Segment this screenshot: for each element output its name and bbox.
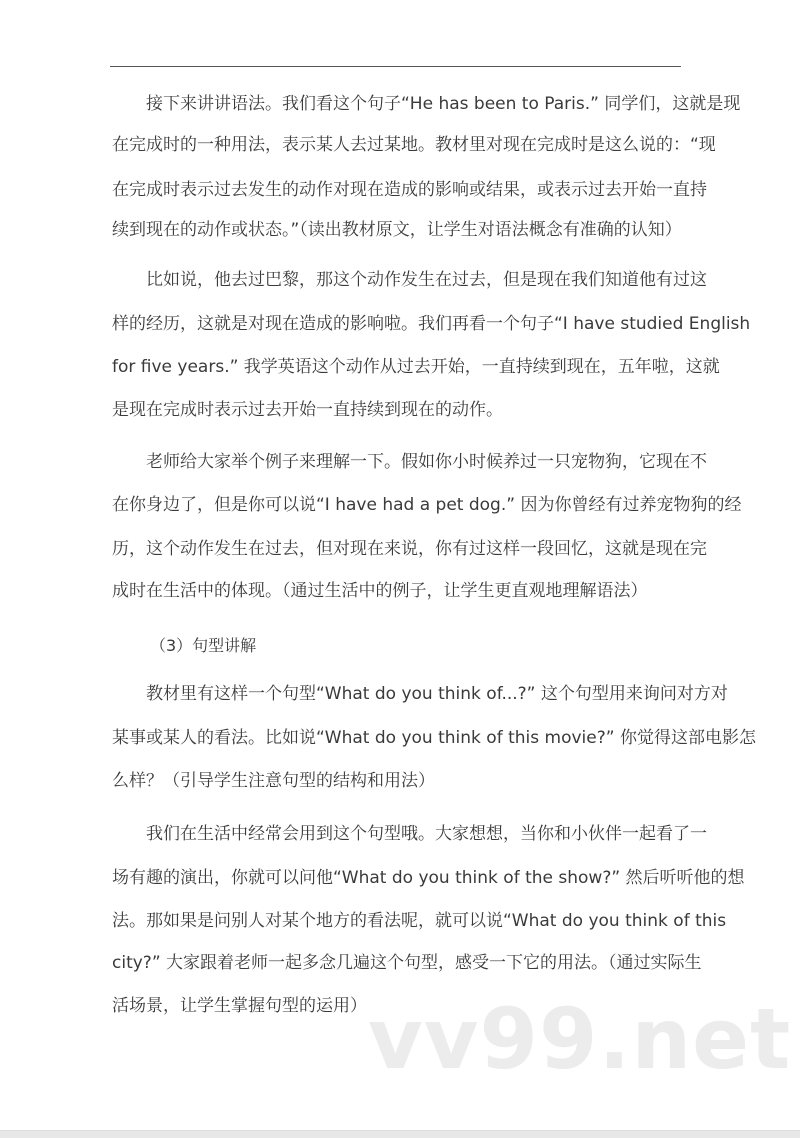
paragraph-line: 老师给大家举个例子来理解一下。假如你小时候养过一只宠物狗，它现在不 (146, 452, 707, 472)
watermark: vv99.net (368, 990, 792, 1088)
paragraph-line: 接下来讲讲语法。我们看这个句子“He has been to Paris.” 同学们，这就是现 (146, 94, 741, 114)
paragraph-line: 在完成时表示过去发生的动作对现在造成的影响或结果，或表示过去开始一直持 (112, 180, 707, 200)
paragraph-line: 成时在生活中的体现。（通过生活中的例子，让学生更直观地理解语法） (112, 581, 648, 601)
paragraph-line: 场有趣的演出，你就可以问他“What do you think of the show?” 然后听听他的想 (112, 868, 745, 888)
paragraph-line: 在你身边了，但是你可以说“I have had a pet dog.” 因为你曾经有过养宠物狗的经 (112, 495, 742, 515)
paragraph-line: 是现在完成时表示过去开始一直持续到现在的动作。 (112, 400, 503, 420)
paragraph-line: 法。那如果是问别人对某个地方的看法呢，就可以说“What do you think of this (112, 911, 727, 931)
paragraph-line: 样的经历，这就是对现在造成的影响啦。我们再看一个句子“I have studied English (112, 314, 751, 334)
paragraph-line: 比如说，他去过巴黎，那这个动作发生在过去，但是现在我们知道他有过这 (146, 270, 707, 290)
paragraph-line: 在完成时的一种用法，表示某人去过某地。教材里对现在完成时是这么说的：“现 (112, 135, 716, 155)
paragraph-line: 某事或某人的看法。比如说“What do you think of this movie?” 你觉得这部电影怎 (112, 728, 756, 748)
paragraph-line: 续到现在的动作或状态。”（读出教材原文，让学生对语法概念有准确的认知） (112, 220, 682, 240)
paragraph-line: for five years.” 我学英语这个动作从过去开始，一直持续到现在，五年啦，这就 (112, 357, 720, 377)
paragraph-line: 活场景，让学生掌握句型的运用） (112, 996, 367, 1016)
paragraph-line: city?” 大家跟着老师一起多念几遍这个句型，感受一下它的用法。（通过实际生 (112, 953, 702, 973)
paragraph-line: 我们在生活中经常会用到这个句型哦。大家想想，当你和小伙伴一起看了一 (146, 824, 707, 844)
paragraph-line: 教材里有这样一个句型“What do you think of...?” 这个句型用来询问对方对 (146, 684, 728, 704)
paragraph-line: 么样？（引导学生注意句型的结构和用法） (112, 771, 435, 791)
header-rule (110, 66, 681, 67)
paragraph-line: 历，这个动作发生在过去，但对现在来说，你有过这样一段回忆，这就是现在完 (112, 539, 707, 559)
section-heading: （3）句型讲解 (150, 636, 257, 655)
